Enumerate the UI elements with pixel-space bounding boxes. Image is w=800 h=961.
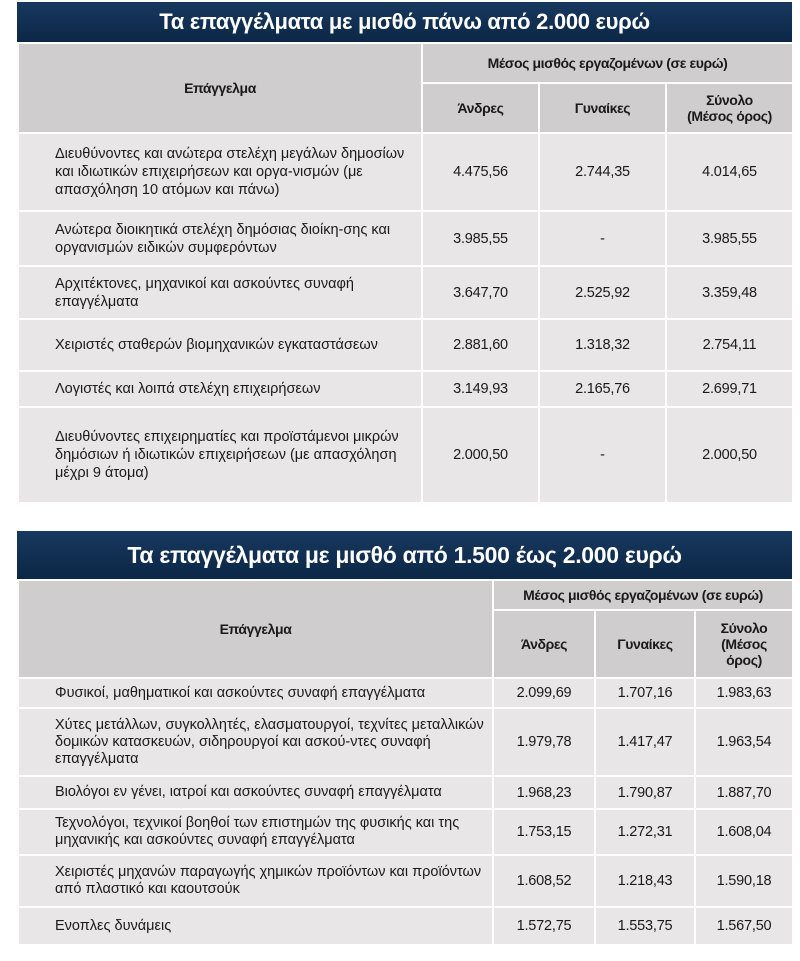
profession-cell: Ανώτερα διοικητικά στελέχη δημόσιας διοίκη-σης και οργανισμών ειδικών συμφερόντων: [18, 211, 422, 266]
profession-cell: Τεχνολόγοι, τεχνικοί βοηθοί των επιστημών της φυσικής και της μηχανικής και ασκούντες συναφή επαγγέλματα: [18, 809, 493, 855]
profession-cell: Φυσικοί, μαθηματικοί και ασκούντες συναφή επαγγέλματα: [18, 678, 493, 708]
men-salary-cell: 3.647,70: [422, 266, 539, 319]
total-salary-cell: 3.985,55: [666, 211, 793, 266]
women-salary-cell: 1.318,32: [539, 319, 666, 371]
table2-header-women: Γυναίκες: [595, 610, 695, 678]
table-row: [18, 776, 793, 809]
men-salary-cell: 2.881,60: [422, 319, 539, 371]
women-salary-cell: 1.707,16: [595, 678, 695, 708]
men-salary-cell: 2.000,50: [422, 407, 539, 503]
women-salary-cell: 1.218,43: [595, 855, 695, 907]
table-row: [18, 678, 793, 708]
table2-header-total: Σύνολο (Μέσος όρος): [695, 610, 793, 678]
men-salary-cell: 1.608,52: [493, 855, 595, 907]
men-salary-cell: 3.985,55: [422, 211, 539, 266]
table-row: [18, 211, 793, 266]
men-salary-cell: 1.572,75: [493, 907, 595, 945]
total-salary-cell: 1.963,54: [695, 708, 793, 776]
table1-header-women: Γυναίκες: [539, 83, 666, 133]
table1-header-profession: Επάγγελμα: [18, 43, 422, 133]
profession-cell: Διευθύνοντες επιχειρηματίες και προϊστάμενοι μικρών δημόσιων ή ιδιωτικών επιχειρήσεων (με απασχόληση μέχρι 9 άτομα): [18, 407, 422, 503]
total-salary-cell: 2.699,71: [666, 371, 793, 407]
table2-title: Τα επαγγέλματα με μισθό από 1.500 έως 2.000 ευρώ: [17, 531, 792, 579]
profession-cell: Βιολόγοι εν γένει, ιατροί και ασκούντες συναφή επαγγέλματα: [18, 776, 493, 809]
table-row: [18, 371, 793, 407]
total-salary-cell: 1.567,50: [695, 907, 793, 945]
women-salary-cell: 2.165,76: [539, 371, 666, 407]
men-salary-cell: 1.968,23: [493, 776, 595, 809]
women-salary-cell: -: [539, 211, 666, 266]
profession-cell: Χειριστές σταθερών βιομηχανικών εγκαταστάσεων: [18, 319, 422, 371]
table-row: [18, 708, 793, 776]
profession-cell: Διευθύνοντες και ανώτερα στελέχη μεγάλων δημοσίων και ιδιωτικών επιχειρήσεων και οργα-νισμών (με απασχόληση 10 ατόμων και πάνω): [18, 133, 422, 211]
table2-header-men: Άνδρες: [493, 610, 595, 678]
women-salary-cell: 2.525,92: [539, 266, 666, 319]
table1-header-group: Μέσος μισθός εργαζομένων (σε ευρώ): [422, 43, 793, 83]
profession-cell: Αρχιτέκτονες, μηχανικοί και ασκούντες συναφή επαγγέλματα: [18, 266, 422, 319]
total-salary-cell: 2.754,11: [666, 319, 793, 371]
table2-header-group: Μέσος μισθός εργαζομένων (σε ευρώ): [493, 580, 793, 610]
profession-cell: Χύτες μετάλλων, συγκολλητές, ελασματουργοί, τεχνίτες μεταλλικών δομικών κατασκευών, σιδηρουργοί και ασκού-ντες συναφή επαγγέλματα: [18, 708, 493, 776]
table1-title: Τα επαγγέλματα με μισθό πάνω από 2.000 ευρώ: [17, 2, 792, 42]
table2-header-profession: Επάγγελμα: [18, 580, 493, 678]
total-salary-cell: 1.608,04: [695, 809, 793, 855]
table-row: [18, 266, 793, 319]
table1-header-total: Σύνολο (Μέσος όρος): [666, 83, 793, 133]
men-salary-cell: 2.099,69: [493, 678, 595, 708]
men-salary-cell: 4.475,56: [422, 133, 539, 211]
total-salary-cell: 1.887,70: [695, 776, 793, 809]
profession-cell: Ενοπλες δυνάμεις: [18, 907, 493, 945]
table-row: [18, 407, 793, 503]
table-row: [18, 809, 793, 855]
table1-header-men: Άνδρες: [422, 83, 539, 133]
men-salary-cell: 1.979,78: [493, 708, 595, 776]
profession-cell: Χειριστές μηχανών παραγωγής χημικών προϊόντων και προϊόντων από πλαστικό και καουτσούκ: [18, 855, 493, 907]
table-row: [18, 907, 793, 945]
total-salary-cell: 4.014,65: [666, 133, 793, 211]
table1-panel: [17, 2, 792, 504]
men-salary-cell: 3.149,93: [422, 371, 539, 407]
table-row: [18, 855, 793, 907]
table-row: [18, 133, 793, 211]
women-salary-cell: 1.417,47: [595, 708, 695, 776]
table-row: [18, 319, 793, 371]
table2-panel: [17, 531, 792, 946]
men-salary-cell: 1.753,15: [493, 809, 595, 855]
total-salary-cell: 1.590,18: [695, 855, 793, 907]
women-salary-cell: 2.744,35: [539, 133, 666, 211]
total-salary-cell: 3.359,48: [666, 266, 793, 319]
table2: [17, 579, 794, 946]
table1: [17, 42, 794, 504]
women-salary-cell: 1.553,75: [595, 907, 695, 945]
total-salary-cell: 1.983,63: [695, 678, 793, 708]
women-salary-cell: 1.790,87: [595, 776, 695, 809]
women-salary-cell: -: [539, 407, 666, 503]
women-salary-cell: 1.272,31: [595, 809, 695, 855]
total-salary-cell: 2.000,50: [666, 407, 793, 503]
profession-cell: Λογιστές και λοιπά στελέχη επιχειρήσεων: [18, 371, 422, 407]
